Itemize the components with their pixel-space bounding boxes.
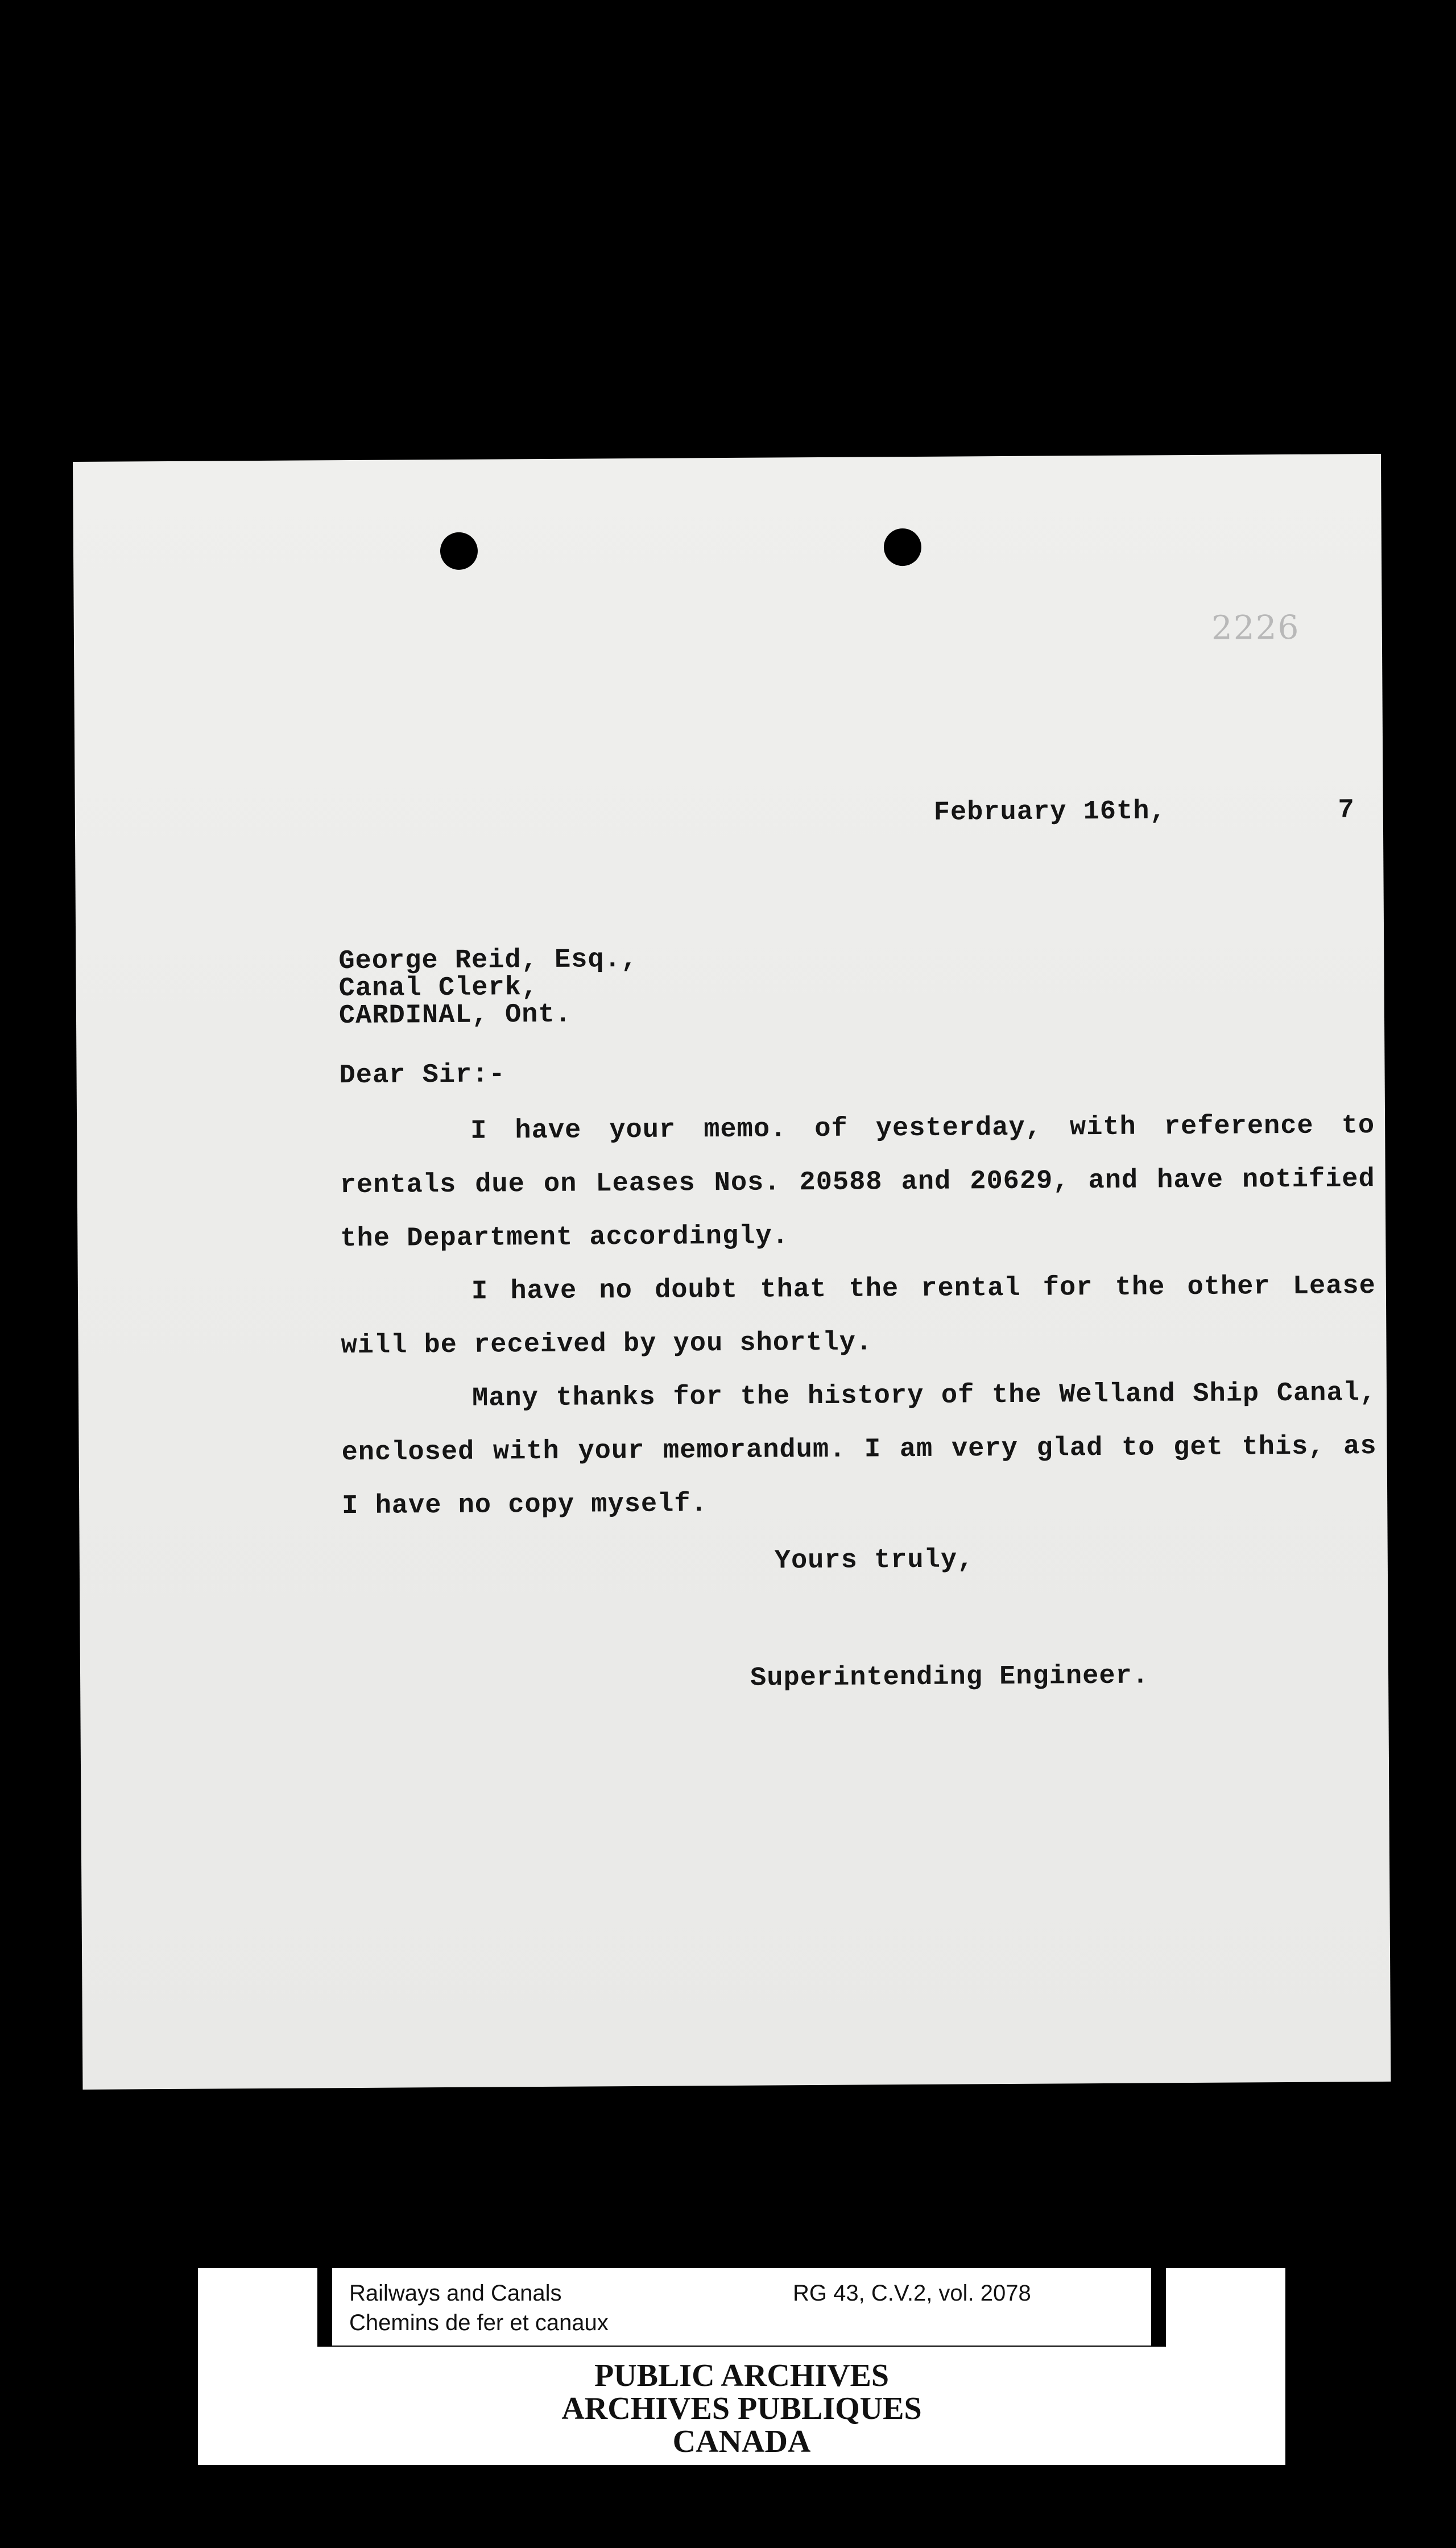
archive-country: CANADA (672, 2424, 811, 2459)
paragraph: I have your memo. of yesterday, with reference to rentals due on Leases Nos. 20588 and 20629, and have notified the Department accordingly. (340, 1111, 1375, 1255)
signature: Superintending Engineer. (750, 1661, 1149, 1694)
recipient-title: Canal Clerk, (338, 973, 539, 1004)
letter-body (340, 1099, 1378, 1533)
letter-page (73, 454, 1391, 2090)
fonds-english: Railways and Canals (349, 2281, 562, 2306)
recipient-location: CARDINAL, Ont. (338, 999, 572, 1032)
recipient-address (338, 946, 638, 1030)
archive-reference: RG 43, C.V.2, vol. 2078 (793, 2281, 1031, 2306)
punch-hole-left (440, 532, 478, 570)
paragraph: I have no doubt that the rental for the other Lease will be received by you shortly. (341, 1271, 1376, 1362)
archive-title (198, 2359, 1285, 2458)
stamp-number: 2226 (1211, 607, 1300, 647)
archive-title-french: ARCHIVES PUBLIQUES (561, 2391, 922, 2426)
label-info-box (332, 2268, 1151, 2346)
recipient-name: George Reid, Esq., (338, 944, 638, 977)
paragraph: Many thanks for the history of the Welland Ship Canal, enclosed with your memorandum. I am very glad to get this, as I have no copy myself. (341, 1378, 1377, 1522)
salutation: Dear Sir:- (339, 1060, 506, 1091)
archive-title-english: PUBLIC ARCHIVES (594, 2358, 890, 2393)
fonds-french: Chemins de fer et canaux (349, 2310, 609, 2335)
closing: Yours truly, (774, 1545, 974, 1577)
archive-label (198, 2268, 1285, 2465)
date-line (934, 784, 1355, 840)
letter-date: February 16th, (933, 796, 1167, 828)
punch-hole-right (884, 528, 921, 566)
date-suffix: 7 (1338, 795, 1355, 826)
